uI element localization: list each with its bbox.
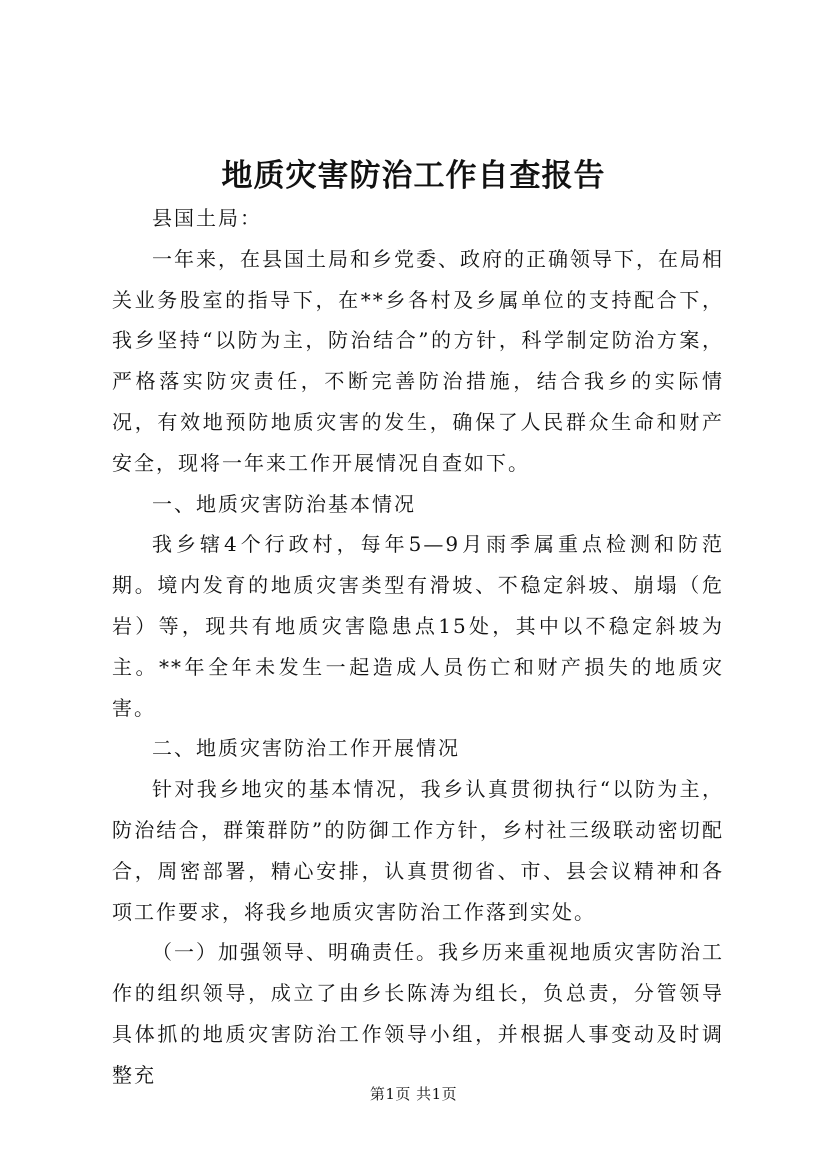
document-title: 地质灾害防治工作自查报告	[221, 158, 606, 194]
section-heading-1: 一、地质灾害防治基本情况	[152, 491, 416, 516]
paragraph-basic-situation: 我乡辖4个行政村，每年5—9月雨季属重点检测和防范期。境内发育的地质灾害类型有滑坡、不稳定斜坡、崩塌（危岩）等，现共有地质灾害隐患点15处，其中以不稳定斜坡为主。**年全年未发生一起造成人员伤亡和财产损失的地质灾害。	[112, 532, 724, 720]
paragraph-work-progress: 针对我乡地灾的基本情况，我乡认真贯彻执行“以防为主，防治结合，群策群防”的防御工作方针，乡村社三级联动密切配合，周密部署，精心安排，认真贯彻省、市、县会议精神和各项工作要求，将我乡地质灾害防治工作落到实处。	[112, 777, 724, 924]
page-number-footer: 第1页 共1页	[369, 1085, 458, 1103]
salutation: 县国土局：	[152, 206, 262, 230]
document-body	[112, 198, 724, 1096]
paragraph-intro: 一年来，在县国土局和乡党委、政府的正确领导下，在局相关业务股室的指导下，在**乡各村及乡属单位的支持配合下，我乡坚持“以防为主，防治结合”的方针，科学制定防治方案，严格落实防灾责任，不断完善防治措施，结合我乡的实际情况，有效地预防地质灾害的发生，确保了人民群众生命和财产安全，现将一年来工作开展情况自查如下。	[112, 246, 724, 475]
paragraph-leadership: （一）加强领导、明确责任。我乡历来重视地质灾害防治工作的组织领导，成立了由乡长陈涛为组长，负总责，分管领导具体抓的地质灾害防治工作领导小组，并根据人事变动及时调整充	[112, 940, 724, 1087]
section-heading-2: 二、地质灾害防治工作开展情况	[152, 736, 460, 761]
